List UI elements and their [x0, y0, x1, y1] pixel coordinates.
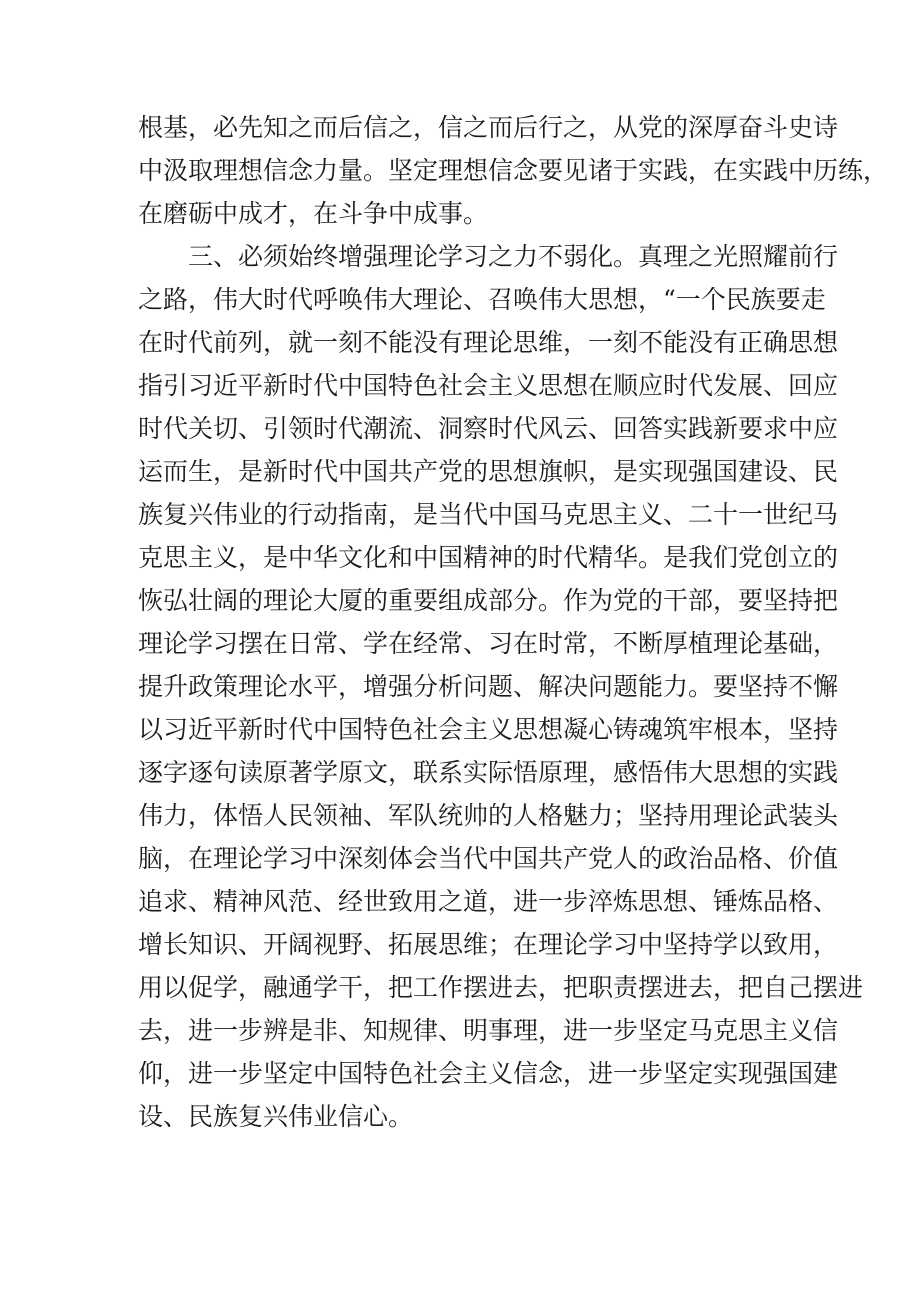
text-line: 根基，必先知之而后信之，信之而后行之，从党的深厚奋斗史诗: [138, 113, 839, 142]
paragraph-2: [138, 235, 864, 1138]
text-line: 追求、精神风范、经世致用之道，进一步淬炼思想、锤炼品格、: [138, 887, 839, 916]
text-line: 逐字逐句读原著学原文，联系实际悟原理，感悟伟大思想的实践: [138, 758, 839, 787]
text-line: 指引习近平新时代中国特色社会主义思想在顺应时代发展、回应: [138, 371, 839, 400]
document-body: [138, 106, 889, 1138]
text-line: 以习近平新时代中国特色社会主义思想凝心铸魂筑牢根本，坚持: [138, 715, 839, 744]
text-line: 中汲取理想信念力量。坚定理想信念要见诸于实践，在实践中历练，: [138, 156, 889, 185]
text-line: 在时代前列，就一刻不能没有理论思维，一刻不能没有正确思想: [138, 328, 839, 357]
text-line: 克思主义，是中华文化和中国精神的时代精华。是我们党创立的: [138, 543, 839, 572]
text-line: 理论学习摆在日常、学在经常、习在时常，不断厚植理论基础，: [138, 629, 839, 658]
text-line: 设、民族复兴伟业信心。: [138, 1102, 414, 1131]
text-line: 恢弘壮阔的理论大厦的重要组成部分。作为党的干部，要坚持把: [138, 586, 839, 615]
text-line: 族复兴伟业的行动指南，是当代中国马克思主义、二十一世纪马: [138, 500, 839, 529]
text-line: 之路，伟大时代呼唤伟大理论、召唤伟大思想，“一个民族要走: [138, 285, 826, 314]
text-line: 脑，在理论学习中深刻体会当代中国共产党人的政治品格、价值: [138, 844, 839, 873]
text-line: 仰，进一步坚定中国特色社会主义信念，进一步坚定实现强国建: [138, 1059, 839, 1088]
text-line: 用以促学，融通学干，把工作摆进去，把职责摆进去，把自己摆进: [138, 973, 864, 1002]
text-line: 增长知识、开阔视野、拓展思维；在理论学习中坚持学以致用，: [138, 930, 839, 959]
text-line: 伟力，体悟人民领袖、军队统帅的人格魅力；坚持用理论武装头: [138, 801, 839, 830]
text-line: 时代关切、引领时代潮流、洞察时代风云、回答实践新要求中应: [138, 414, 839, 443]
text-line: 运而生，是新时代中国共产党的思想旗帜，是实现强国建设、民: [138, 457, 839, 486]
text-line: 去，进一步辨是非、知规律、明事理，进一步坚定马克思主义信: [138, 1016, 839, 1045]
text-line: 提升政策理论水平，增强分析问题、解决问题能力。要坚持不懈: [138, 672, 839, 701]
text-line: 在磨砺中成才，在斗争中成事。: [138, 199, 489, 228]
text-line: 三、必须始终增强理论学习之力不弱化。真理之光照耀前行: [188, 242, 839, 271]
paragraph-1: [138, 106, 889, 235]
